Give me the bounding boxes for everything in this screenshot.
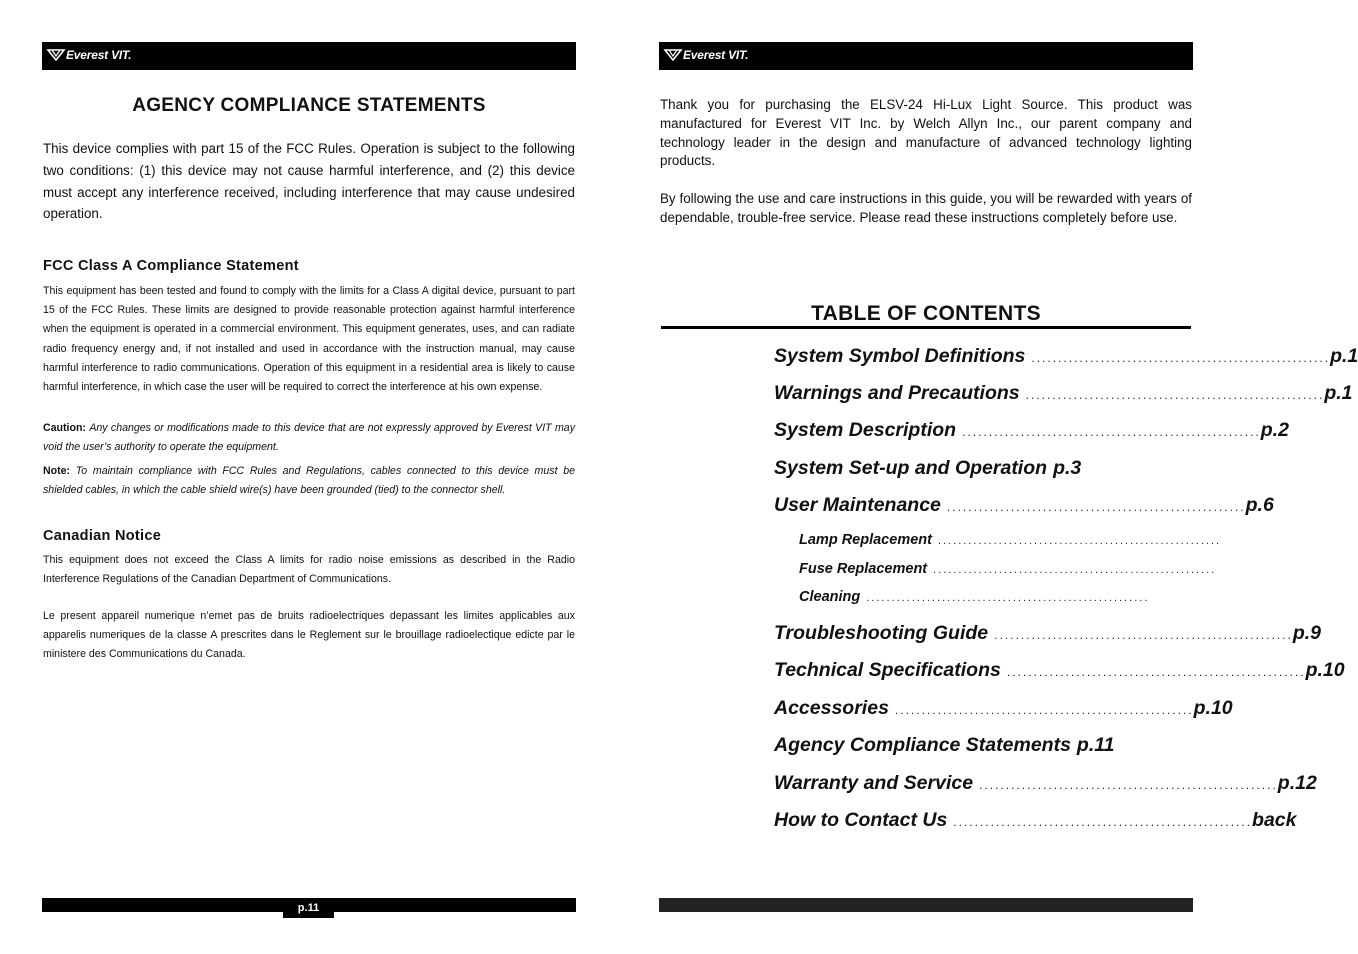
toc-entry-page: p.9 [1292,622,1322,644]
toc-entry[interactable] [774,659,1345,682]
toc-subentry[interactable] [799,532,1222,548]
toc-leader-dots: ........................................................ [1031,351,1331,365]
footer-bar [659,898,1193,912]
toc-entry-label: System Set-up and Operation [774,457,1048,479]
toc-entry-page: p.2 [1260,419,1289,441]
brand-logo [48,48,131,62]
toc-divider [661,326,1191,329]
toc-title: TABLE OF CONTENTS [811,302,1041,325]
toc-entry-page: p.10 [1305,659,1345,681]
toc-entry-label: Troubleshooting Guide [774,622,989,644]
toc-entry-label: Accessories [774,697,889,719]
toc-entry[interactable] [774,697,1233,720]
canadian-body: This equipment does not exceed the Class A limits for radio noise emissions as described in the Radio Interference Regulations of the Canadian Department of Communications. [43,554,575,586]
toc-leader-dots: ........................................................ [933,564,1217,576]
toc-subentry-label: Fuse Replacement [799,561,928,577]
toc-entry-label: Warranty and Service [774,772,974,794]
toc-leader-dots: ........................................................ [894,703,1194,717]
toc-leader-dots: ........................................................ [962,425,1261,439]
thanks-paragraph: Thank you for purchasing the ELSV-24 Hi-Lux Light Source. This product was manufactured for Everest VIT Inc. by Welch Allyn Inc., our parent company and technology leader in the design and manufacture of advanced technology lighting products. [660,97,1192,169]
toc-leader-dots: ........................................................ [866,592,1150,604]
toc-entry-label: How to Contact Us [774,809,948,831]
note-text: To maintain compliance with FCC Rules and Regulations, cables connected to this device must be shielded cables, in which the cable shield wire(s) have been grounded (tied) to the connector shell. [43,465,575,497]
toc-entry-label: Technical Specifications [774,659,1001,681]
toc-subentry[interactable] [799,561,1217,577]
brand-mark-icon [48,49,64,61]
brand-mark-icon [665,49,681,61]
toc-entry-page: p.11 [1076,734,1115,756]
toc-entry-page: p.1 [1330,345,1358,367]
brand-name: Everest VIT. [66,48,132,62]
toc-entry[interactable] [774,382,1353,405]
header-bar [42,42,576,70]
fcc-heading: FCC Class A Compliance Statement [43,258,299,274]
toc-entry-page: p.1 [1324,382,1353,404]
toc-entry[interactable] [774,494,1274,517]
fcc-intro: This device complies with part 15 of the FCC Rules. Operation is subject to the following two conditions: (1) this device may not cause harmful interference, and (2) this device must accept any interference received, including interference that may cause undesired operation. [43,141,575,222]
toc-entry[interactable] [774,419,1289,442]
left-page [42,0,576,954]
brand-name: Everest VIT. [683,48,749,62]
header-bar [659,42,1193,70]
caution-paragraph [43,419,575,457]
page-title: AGENCY COMPLIANCE STATEMENTS [132,95,486,116]
toc-entry-label: Warnings and Precautions [774,382,1020,404]
toc-entry-page: back [1252,809,1297,831]
toc-entry[interactable] [774,772,1317,795]
toc-entry-page: p.12 [1277,772,1317,794]
note-paragraph [43,462,575,500]
toc-entry-page: p.10 [1193,697,1233,719]
toc-subentry[interactable] [799,589,1150,605]
toc-leader-dots: ........................................................ [979,778,1278,792]
caution-label: Caution: [43,422,86,434]
french-body: Le present appareil numerique n’emet pas de bruits radioelectriques depassant les limites applicables aux apparelis numeriques de la classe A prescrites dans le Reglement sur le brouillage radioelectique edicte par le ministere des Communications du Canada. [43,610,575,661]
fcc-body: This equipment has been tested and found to comply with the limits for a Class A digital device, pursuant to part 15 of the FCC Rules. These limits are designed to provide reasonable protection against harmful interference when the equipment is operated in a commercial environment. This equipment generates, uses, and can radiate radio frequency energy and, if not installed and used in accordance with the instruction manual, may cause harmful interference to radio communications. Operation of this equipment in a residential area is likely to cause harmful interference, in which case the user will be required to correct the interference at his own expense. [43,285,575,394]
toc-entry-label: System Description [774,419,957,441]
toc-entry[interactable] [774,809,1297,832]
toc-leader-dots: ........................................................ [937,535,1222,547]
note-label: Note: [43,465,71,477]
toc-leader-dots: ........................................................ [994,628,1293,642]
toc-entry-label: Agency Compliance Statements [774,734,1071,756]
right-page [659,0,1358,954]
toc-subentry-label: Lamp Replacement [799,532,932,548]
usage-paragraph: By following the use and care instructions in this guide, you will be rewarded with years of dependable, trouble-free service. Please read these instructions completely before use. [660,191,1192,225]
toc-leader-dots: ........................................................ [1025,388,1325,402]
toc-entry-page: p.6 [1245,494,1274,516]
toc-leader-dots: ........................................................ [953,815,1253,829]
toc-entry-page: p.3 [1053,457,1082,479]
canadian-heading: Canadian Notice [43,528,162,544]
brand-logo [665,48,748,62]
toc-entry[interactable] [774,457,1082,480]
toc-subentry-label: Cleaning [799,589,861,605]
page-number: p.11 [283,898,334,918]
toc-entry[interactable] [774,622,1322,645]
toc-leader-dots: ........................................................ [946,500,1246,514]
toc-entry[interactable] [774,345,1358,368]
toc-entry-label: System Symbol Definitions [774,345,1026,367]
toc-leader-dots: ........................................................ [1006,665,1306,679]
toc-entry-label: User Maintenance [774,494,941,516]
toc-entry[interactable] [774,734,1115,757]
caution-text: Any changes or modifications made to this device that are not expressly approved by Everest VIT may void the user’s authority to operate the equipment. [43,422,575,454]
